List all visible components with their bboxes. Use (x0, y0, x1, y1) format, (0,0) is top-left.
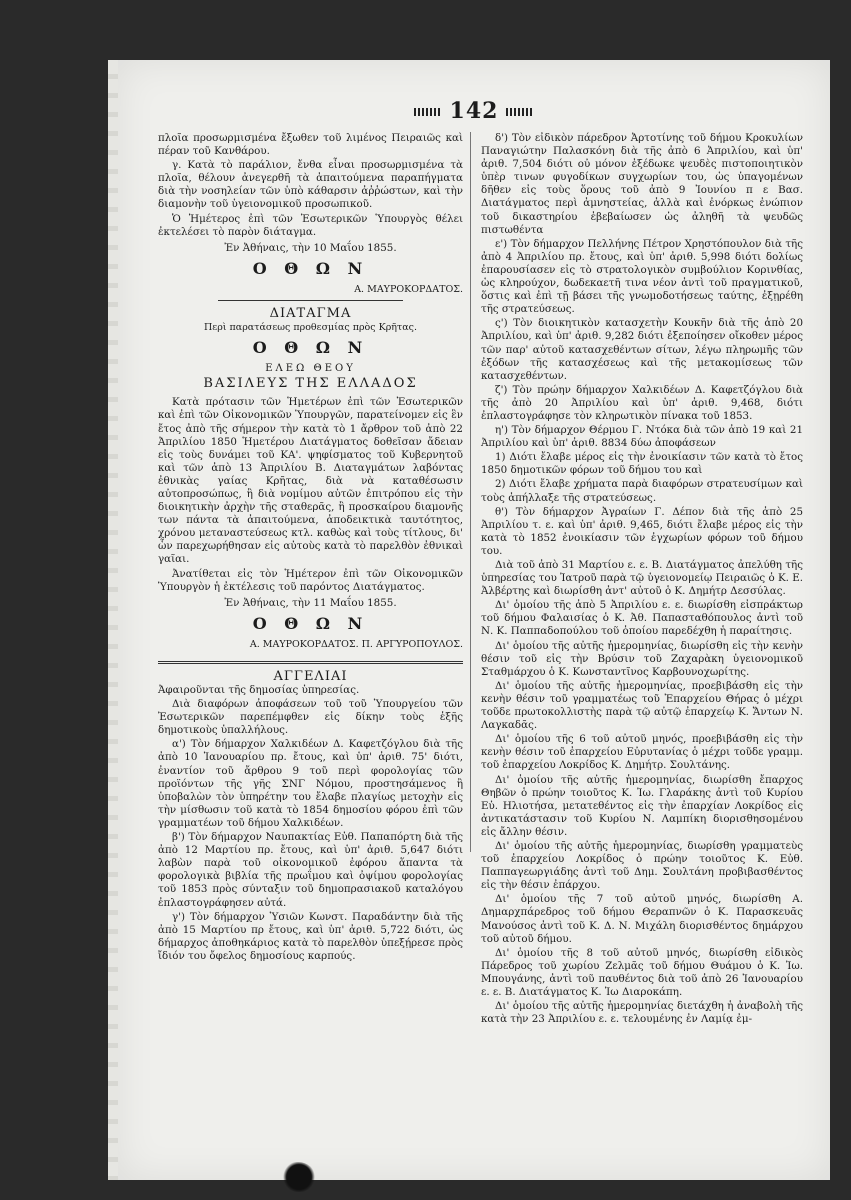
minister-signatures-2: Α. ΜΑΥΡΟΚΟΡΔΑΤΟΣ. Π. ΑΡΓΥΡΟΠΟΥΛΟΣ. (249, 638, 463, 650)
left-column (158, 132, 463, 964)
appointment-10: Δι' ὁμοίου τῆς αὐτῆς ἡμερομηνίας διετάχθη ἡ ἀναβολὴ τῆς κατὰ τὴν 23 Ἀπριλίου ε. ε. τελουμένης ἐν Λαμίᾳ ἐμ- (481, 1000, 803, 1026)
section-divider (218, 300, 403, 301)
date-line-1: Ἐν Ἀθήναις, τὴν 10 Μαΐου 1855. (224, 241, 397, 254)
decree-heading: ΔΙΑΤΑΓΜΑ (269, 305, 352, 321)
date-line-2: Ἐν Ἀθήναις, τὴν 11 Μαΐου 1855. (224, 596, 397, 609)
item-theta: θ') Τὸν δήμαρχον Ἀγραίων Γ. Δέπον διὰ τῆς ἀπὸ 25 Ἀπριλίου τ. ε. καὶ ὑπ' ἀριθ. 9,465, διότι ἔλαβε μέρος εἰς τὴν κατὰ τὸ 1852 ἐνοικίασιν τῶν ἐγχωρίων φόρων τοῦ δήμου του. (481, 505, 803, 557)
by-grace-of-god: ΕΛΕΩ ΘΕΟΥ (265, 363, 356, 375)
item-delta: δ') Τὸν εἰδικὸν πάρεδρον Ἀρτοτίνης τοῦ δήμου Κροκυλίων Παναγιώτην Παλασκόνη διὰ τῆς ἀπὸ 6 Ἀπριλίου, καὶ ὑπ' ἀριθ. 7,504 διότι οὐ μόνον ἐξέδωκε ψευδὲς πιστοποιητικὸν ὑπὲρ τινων φυγοδίκων συγχωρίων του, ὡς ὑπαγομένων δῆθεν εἰς τοὺς ὅρους τοῦ ἀπὸ 9 Ἰουνίου π ε Βασ. Διατάγματος περὶ ἀμνηστείας, ἀλλὰ καὶ ἐνόρκως ἐνώπιον τοῦ δικαστηρίου ἐβεβαίωσεν ὡς ἀληθῆ τὰ ψευδῶς πιστωθέντα (481, 132, 803, 236)
appointment-7: Δι' ὁμοίου τῆς αὐτῆς ἡμερομηνίας, διωρίσθη γραμματεὺς τοῦ ἐπαρχείου Λοκρίδος ὁ πρώην τοιοῦτος Κ. Εὐθ. Παππαγεωργιάδης ἀντὶ τοῦ Δημ. Σουλτάνη προβιβασθέντος εἰς τὴν θέσιν ἐπάρχου. (481, 839, 803, 892)
item-beta: β') Τὸν δήμαρχον Ναυπακτίας Εὐθ. Παπαπόρτη διὰ τῆς ἀπὸ 12 Μαρτίου πρ. ἔτους, καὶ ὑπ' ἀριθ. 5,647 διότι λαβὼν παρὰ τοῦ οἰκονομικοῦ ἐφόρου ἅπαντα τὰ φορολογικὰ βιβλία τῆς πρωΐμου καὶ ὀψίμου φορολογίας τοῦ 1853 πρὸς σύνταξιν τοῦ δημοπρασιακοῦ καταλόγου ἐπλαστογράφησεν αὐτά. (158, 831, 463, 909)
appointment-6: Δι' ὁμοίου τῆς αὐτῆς ἡμερομηνίας, διωρίσθη ἔπαρχος Θηβῶν ὁ πρώην τοιοῦτος Κ. Ἰω. Γλαράκης ἀντὶ τοῦ Κυρίου Εὐ. Ηλιοτήσα, μετατεθέντος εἰς τὴν ἐπαρχίαν Λοκρίδος εἰς ἀντικατάστασιν τοῦ Κυρίου Ν. Λαμπίκη διορισθησομένου εἰς ἄλλην θέσιν. (481, 773, 803, 838)
appointment-4: Δι' ὁμοίου τῆς αὐτῆς ἡμερομηνίας, προεβιβάσθη εἰς τὴν κενὴν θέσιν τοῦ γραμματέως τοῦ Ἐπαρχείου Θήρας ὁ μέχρι τοῦδε πρωτοκολλιστὴς παρὰ τῷ αὐτῷ ἐπαρχείῳ Κ. Ἄντων Ν. Λαγκαδᾶς. (481, 679, 803, 732)
announcements-heading: ΑΓΓΕΛΙΑΙ (273, 668, 348, 684)
decree-body: Κατὰ πρότασιν τῶν Ἡμετέρων ἐπὶ τῶν Ἐσωτερικῶν καὶ ἐπὶ τῶν Οἰκονομικῶν Ὑπουργῶν, παρατείνομεν εἰς ἓν ἔτος ἀπὸ τῆς σήμερον τὴν κατὰ τὸ 1 ἄρθρον τοῦ ἀπὸ 22 Ἀπριλίου 1850 Ἡμετέρου Διατάγματος δοθεῖσαν ἄδειαν εἰς τοὺς δυνάμει τοῦ ΚΑ'. ψηφίσματος τοῦ Κυβερνητοῦ καὶ τῶν ἀπὸ 13 Ἀπριλίου Β. Διαταγμάτων λαβόντας ἐθνικὰς γαίας Κρῆτας, διὰ νὰ καταθέσωσιν αὐτοπροσώπως, ἢ διὰ νομίμου αὐτῶν ἐπιτρόπου εἰς τὴν διοικητικὴν ἀρχὴν τῆς σταθερᾶς, ἢ προσκαίρου διαμονῆς των πάντα τὰ ἀπαιτούμενα, ἀποδεικτικὰ ταυτότητος, χρόνου μεταναστεύσεως κτλ. καθὼς καὶ τοὺς τίτλους, δι' ὧν παρεχωρήθησαν εἰς αὐτοὺς κατὰ τὸ παρελθὸν ἐθνικαὶ γαῖαι. (158, 396, 463, 566)
ink-blot (282, 1162, 316, 1192)
section-divider-thick (158, 661, 463, 664)
appointment-3: Δι' ὁμοίου τῆς αὐτῆς ἡμερομηνίας, διωρίσθη εἰς τὴν κενὴν θέσιν τοῦ εἰς τὴν Βρύσιν τοῦ Ζαχαρὰκη ὑγειονομικοῦ Σταθμάρχου ὁ Κ. Κωνσταντῖνος Καρβουνοχωρίτης. (481, 639, 803, 678)
item-gamma: γ') Τὸν δήμαρχον Ὑσιῶν Κωνστ. Παραδάντην διὰ τῆς ἀπὸ 15 Μαρτίου πρ ἔτους, καὶ ὑπ' ἀριθ. 5,722 διότι, ὡς δήμαρχος ἀποθηκάριος κατὰ τὸ παρελθὸν ὑπεξῄρεσε πρὸς ἴδιόν του ὄφελος δημοσίους καρπούς. (158, 910, 463, 962)
appointment-8: Δι' ὁμοίου τῆς 7 τοῦ αὐτοῦ μηνός, διωρίσθη Α. Δημαρχπάρεδρος τοῦ δήμου Θεραπνῶν ὁ Κ. Παρασκευᾶς Μανούσος ἀντὶ τοῦ Κ. Δ. Ν. Μιχάλη διορισθέντος δημάρχου τοῦ αὐτοῦ δήμου. (481, 893, 803, 945)
announcements-intro: Διὰ διαφόρων ἀποφάσεων τοῦ τοῦ Ὑπουργείου τῶν Ἐσωτερικῶν παρεπέμφθεν εἰς δίκην τοὺς ἑξῆς δημοτικοὺς ὑπαλλήλους. (158, 698, 463, 737)
page-number: 142 (410, 98, 539, 124)
item-epsilon: ε') Τὸν δήμαρχον Πελλήνης Πέτρον Χρηστόπουλον διὰ τῆς ἀπὸ 4 Ἀπριλίου πρ. ἔτους, καὶ ὑπ' ἀριθ. 5,998 διότι δολίως ἐπαρουσίασεν εἰς τὸ στρατολογικὸν συμβούλιον Κορινθίας, ὡς κληρούχον, δωδεκαετῆ τινα νέον ἀντὶ τοῦ πραγματικοῦ, ὅστις καὶ ἐπὶ τῇ βάσει τῆς γνωμοδοτήσεως ταύτης, ἐξῃρέθη τῆς στρατεύσεως. (481, 237, 803, 316)
removals-subheading: Ἀφαιροῦνται τῆς δημοσίας ὑπηρεσίας. (158, 684, 360, 696)
execution-clause-2: Ἀνατίθεται εἰς τὸν Ἡμέτερον ἐπὶ τῶν Οἰκονομικῶν Ὑπουργὸν ἡ ἐκτέλεσις τοῦ παρόντος Διατάγματος. (158, 567, 463, 593)
minister-signature-1: Α. ΜΑΥΡΟΚΟΡΔΑΤΟΣ. (354, 283, 463, 295)
page-header (118, 98, 830, 128)
item-eta: η') Τὸν δήμαρχον Θέρμου Γ. Ντόκα διὰ τῶν ἀπὸ 19 καὶ 21 Ἀπριλίου καὶ ὑπ' ἀριθ. 8834 δύω ἀποφάσεων (481, 424, 803, 450)
right-column (481, 132, 803, 1027)
king-title: ΒΑΣΙΛΕΥΣ ΤΗΣ ΕΛΛΑΔΟΣ (203, 376, 418, 392)
item-eta-1: 1) Διότι ἔλαβε μέρος εἰς τὴν ἐνοικίασιν τῶν κατὰ τὸ ἔτος 1850 δημοτικῶν φόρων τοῦ δήμου του καὶ (481, 451, 803, 477)
intro-paragraph: πλοῖα προσωρμισμένα ἔξωθεν τοῦ λιμένος Πειραιῶς καὶ πέραν τοῦ Κανθάρου. (158, 132, 463, 158)
king-signature-2: Ο Θ Ω Ν (252, 613, 369, 633)
appointment-5: Δι' ὁμοίου τῆς 6 τοῦ αὐτοῦ μηνός, προεβιβάσθη εἰς τὴν κενὴν θέσιν τοῦ ἐπαρχείου Εὐρυτανίας ὁ μέχρι τοῦδε γραμμ. τοῦ ἐπαρχείου Λοκρίδος Κ. Δημήτρ. Σουλτάνης. (481, 733, 803, 772)
execution-clause: Ὁ Ἡμέτερος ἐπὶ τῶν Ἐσωτερικῶν Ὑπουργὸς θέλει ἐκτελέσει τὸ παρὸν διάταγμα. (158, 212, 463, 238)
document-page (118, 60, 830, 1180)
item-alpha: α') Τὸν δήμαρχον Χαλκιδέων Δ. Καφετζόγλου διὰ τῆς ἀπὸ 10 Ἰανουαρίου πρ. ἔτους, καὶ ὑπ' ἀριθ. 75' διότι, ἐναντίον τοῦ ἄρθρου 9 τοῦ περὶ φορολογίας τῶν προϊόντων τῆς γῆς ΣΝΓ Νόμου, προστησάμενος ἢ ὑποβαλὼν τὸν ὑπηρέτην του ἔλαβε πλαγίως μετοχὴν εἰς τὴν μίσθωσιν τοῦ κατὰ τὸ 1854 δημοσίου φόρου ἐπὶ τῶν γραμματέων τοῦ δήμου Χαλκιδέων. (158, 738, 463, 829)
column-divider (470, 132, 471, 852)
paragraph-gamma: γ. Κατὰ τὸ παράλιον, ἔνθα εἶναι προσωρμισμένα τὰ πλοῖα, θέλουν ἀνεγερθῆ τὰ ἀπαιτούμενα παραπήγματα διὰ τὴν νοσηλείαν τῶν ὑπὸ κάθαρσιν ἀῤῥώστων, καὶ τὴν διαμονὴν τοῦ ὑγειονομικοῦ προσωπικοῦ. (158, 159, 463, 211)
item-eta-2: 2) Διότι ἔλαβε χρήματα παρὰ διαφόρων στρατευσίμων καὶ τοὺς ἀπήλλαξε τῆς στρατεύσεως. (481, 478, 803, 504)
appointment-1: Διὰ τοῦ ἀπὸ 31 Μαρτίου ε. ε. Β. Διατάγματος ἀπελύθη τῆς ὑπηρεσίας του Ἰατροῦ παρὰ τῷ ὑγειονομείῳ Πειραιῶς ὁ Κ. Ε. Ἀλβέρτης καὶ διωρίσθη ἀντ' αὐτοῦ ὁ Κ. Δημήτρ Δεσσύλας. (481, 559, 803, 598)
item-zeta: ζ') Τὸν πρώην δήμαρχον Χαλκιδέων Δ. Καφετζόγλου διὰ τῆς ἀπὸ 20 Ἀπριλίου καὶ ὑπ' ἀριθ. 9,468, διότι ἐπλαστογράφησε τὸν κληρωτικὸν πίνακα τοῦ 1853. (481, 383, 803, 422)
decree-subheading: Περὶ παρατάσεως προθεσμίας πρὸς Κρῆτας. (204, 322, 417, 334)
appointment-2: Δι' ὁμοίου τῆς ἀπὸ 5 Ἀπριλίου ε. ε. διωρίσθη εἰσπράκτωρ τοῦ δήμου Φαλαισίας ὁ Κ. Ἀθ. Παπασταθόπουλος ἀντὶ τοῦ Ν. Κ. Παππαδοπούλου τοῦ ὁποίου παρεδέχθη ἡ παραίτησις. (481, 599, 803, 638)
item-stigma: ς') Τὸν διοικητικὸν κατασχετὴν Κουκῆν διὰ τῆς ἀπὸ 20 Ἀπριλίου, καὶ ὑπ' ἀριθ. 9,282 διότι ἐξεποίησεν οἴκοθεν μέρος τῶν παρ' αὐτοῦ κατασχεθέντων σίτων, λέγω πληρωμῆς τῶν ἐξόδων τῆς κατασχέσεως καὶ τῆς μετακομίσεως τῶν κατασχεθέντων. (481, 317, 803, 382)
king-name: Ο Θ Ω Ν (252, 338, 369, 358)
king-signature-1: Ο Θ Ω Ν (252, 258, 369, 278)
appointment-9: Δι' ὁμοίου τῆς 8 τοῦ αὐτοῦ μηνός, διωρίσθη εἰδικὸς Πάρεδρος τοῦ χωρίου Ζελμᾶς τοῦ δήμου Θυάμου ὁ Κ. Ἰω. Μπουγάνης, ἀντὶ τοῦ παυθέντος διὰ τοῦ ἀπὸ 26 Ἰανουαρίου ε. ε. Β. Διατάγματος Κ. Ἰω Διαροκάπη. (481, 946, 803, 998)
